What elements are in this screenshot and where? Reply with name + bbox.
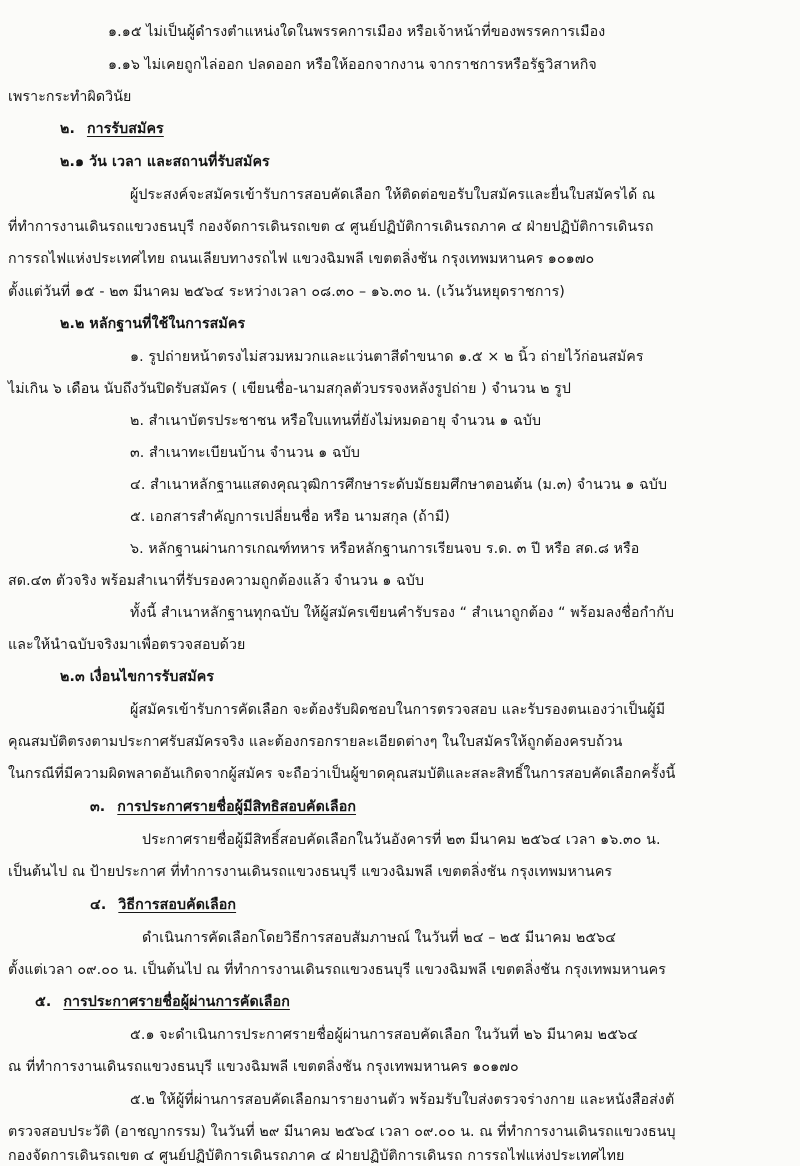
item-1-16-cont: เพราะกระทำผิดวินัย [8, 89, 132, 105]
doc-item-3: ๓. สำเนาทะเบียนบ้าน จำนวน ๑ ฉบับ [130, 445, 360, 461]
paragraph-3-line-2: เป็นต้นไป ณ ป้ายประกาศ ที่ทำการงานเดินรถแขวงธนบุรี แขวงฉิมพลี เขตตลิ่งชัน กรุงเทพมหานคร [8, 864, 613, 880]
doc-item-1-line-2: ไม่เกิน ๖ เดือน นับถึงวันปิดรับสมัคร ( เขียนชื่อ-นามสกุลตัวบรรจงหลังรูปถ่าย ) จำนวน ๒ รูป [8, 381, 571, 397]
section-5-number: ๕. [35, 994, 52, 1010]
section-2-heading [60, 119, 164, 139]
paragraph-4-line-2: ตั้งแต่เวลา ๐๙.๐๐ น. เป็นต้นไป ณ ที่ทำการงานเดินรถแขวงธนบุรี แขวงฉิมพลี เขตตลิ่งชัน กรุงเทพมหานคร [8, 962, 666, 978]
subsection-2-3-heading: ๒.๓ เงื่อนไขการรับสมัคร [60, 669, 215, 685]
section-3-heading [90, 797, 356, 817]
paragraph-4-line-1: ดำเนินการคัดเลือกโดยวิธีการสอบสัมภาษณ์ ในวันที่ ๒๔ – ๒๕ มีนาคม ๒๕๖๔ [142, 930, 617, 946]
doc-item-6-line-2: สด.๔๓ ตัวจริง พร้อมสำเนาที่รับรองความถูกต้องแล้ว จำนวน ๑ ฉบับ [8, 573, 425, 589]
paragraph-2-3-line-2: คุณสมบัติตรงตามประกาศรับสมัครจริง และต้องกรอกรายละเอียดต่างๆ ในใบสมัครให้ถูกต้องครบถ้วน [8, 734, 623, 750]
paragraph-2-3-line-3: ในกรณีที่มีความผิดพลาดอันเกิดจากผู้สมัคร จะถือว่าเป็นผู้ขาดคุณสมบัติและสละสิทธิ์ในการสอบคัดเลือกครั้งนี้ [8, 766, 676, 782]
certification-note-line-2: และให้นำฉบับจริงมาเพื่อตรวจสอบด้วย [8, 637, 246, 653]
paragraph-2-1-line-4: ตั้งแต่วันที่ ๑๕ - ๒๓ มีนาคม ๒๕๖๔ ระหว่างเวลา ๐๘.๓๐ – ๑๖.๓๐ น. (เว้นวันหยุดราชการ) [8, 284, 565, 300]
subsection-2-2-heading: ๒.๒ หลักฐานที่ใช้ในการสมัคร [60, 316, 246, 332]
paragraph-5-2-line-1: ๕.๒ ให้ผู้ที่ผ่านการสอบคัดเลือกมารายงานตัว พร้อมรับใบส่งตรวจร่างกาย และหนังสือส่งตั [130, 1092, 675, 1108]
paragraph-5-1-line-1: ๕.๑ จะดำเนินการประกาศรายชื่อผู้ผ่านการสอบคัดเลือก ในวันที่ ๒๖ มีนาคม ๒๕๖๔ [130, 1027, 638, 1043]
item-1-16: ๑.๑๖ ไม่เคยถูกไล่ออก ปลดออก หรือให้ออกจากงาน จากราชการหรือรัฐวิสาหกิจ [108, 57, 597, 73]
section-2-number: ๒. [60, 121, 75, 137]
doc-item-4: ๔. สำเนาหลักฐานแสดงคุณวุฒิการศึกษาระดับมัธยมศึกษาตอนต้น (ม.๓) จำนวน ๑ ฉบับ [130, 477, 668, 493]
section-3-number: ๓. [90, 799, 106, 815]
doc-item-5: ๕. เอกสารสำคัญการเปลี่ยนชื่อ หรือ นามสกุล (ถ้ามี) [130, 509, 450, 525]
paragraph-2-3-line-1: ผู้สมัครเข้ารับการคัดเลือก จะต้องรับผิดชอบในการตรวจสอบ และรับรองตนเองว่าเป็นผู้มี [130, 702, 666, 718]
section-4-title: วิธีการสอบคัดเลือก [118, 897, 237, 913]
item-1-15: ๑.๑๕ ไม่เป็นผู้ดำรงตำแหน่งใดในพรรคการเมือง หรือเจ้าหน้าที่ของพรรคการเมือง [108, 24, 606, 40]
section-5-title: การประกาศรายชื่อผู้ผ่านการคัดเลือก [63, 994, 290, 1010]
doc-item-2: ๒. สำเนาบัตรประชาชน หรือใบแทนที่ยังไม่หมดอายุ จำนวน ๑ ฉบับ [130, 413, 542, 429]
paragraph-5-2-line-2: ตรวจสอบประวัติ (อาชญากรรม) ในวันที่ ๒๙ มีนาคม ๒๕๖๔ เวลา ๐๙.๐๐ น. ณ ที่ทำการงานเดินรถแขวงธนบุ [8, 1124, 676, 1140]
subsection-2-1-heading: ๒.๑ วัน เวลา และสถานที่รับสมัคร [60, 154, 270, 170]
section-5-heading [35, 992, 290, 1012]
section-4-number: ๔. [90, 897, 107, 913]
paragraph-5-1-line-2: ณ ที่ทำการงานเดินรถแขวงธนบุรี แขวงฉิมพลี เขตตลิ่งชัน กรุงเทพมหานคร ๑๐๑๗๐ [8, 1059, 519, 1075]
doc-item-6-line-1: ๖. หลักฐานผ่านการเกณฑ์ทหาร หรือหลักฐานการเรียนจบ ร.ด. ๓ ปี หรือ สด.๘ หรือ [130, 541, 640, 557]
paragraph-2-1-line-3: การรถไฟแห่งประเทศไทย ถนนเลียบทางรถไฟ แขวงฉิมพลี เขตตลิ่งชัน กรุงเทพมหานคร ๑๐๑๗๐ [8, 251, 595, 267]
paragraph-2-1-line-1: ผู้ประสงค์จะสมัครเข้ารับการสอบคัดเลือก ให้ติดต่อขอรับใบสมัครและยื่นใบสมัครได้ ณ [130, 187, 656, 203]
paragraph-3-line-1: ประกาศรายชื่อผู้มีสิทธิ์สอบคัดเลือกในวันอังคารที่ ๒๓ มีนาคม ๒๕๖๔ เวลา ๑๖.๓๐ น. [142, 832, 661, 848]
doc-item-1-line-1: ๑. รูปถ่ายหน้าตรงไม่สวมหมวกและแว่นตาสีดำขนาด ๑.๕ × ๒ นิ้ว ถ่ายไว้ก่อนสมัคร [130, 349, 644, 365]
section-2-title: การรับสมัคร [86, 121, 164, 137]
certification-note-line-1: ทั้งนี้ สำเนาหลักฐานทุกฉบับ ให้ผู้สมัครเขียนคำรับรอง “ สำเนาถูกต้อง “ พร้อมลงชื่อกำกับ [130, 605, 675, 621]
paragraph-2-1-line-2: ที่ทำการงานเดินรถแขวงธนบุรี กองจัดการเดินรถเขต ๔ ศูนย์ปฏิบัติการเดินรถภาค ๔ ฝ่ายปฏิบัติการเดินรถ [8, 219, 654, 235]
paragraph-5-2-line-3: กองจัดการเดินรถเขต ๔ ศูนย์ปฏิบัติการเดินรถภาค ๔ ฝ่ายปฏิบัติการเดินรถ การรถไฟแห่งประเทศไทย [8, 1148, 625, 1164]
section-4-heading [90, 895, 236, 915]
section-3-title: การประกาศรายชื่อผู้มีสิทธิสอบคัดเลือก [117, 799, 357, 815]
